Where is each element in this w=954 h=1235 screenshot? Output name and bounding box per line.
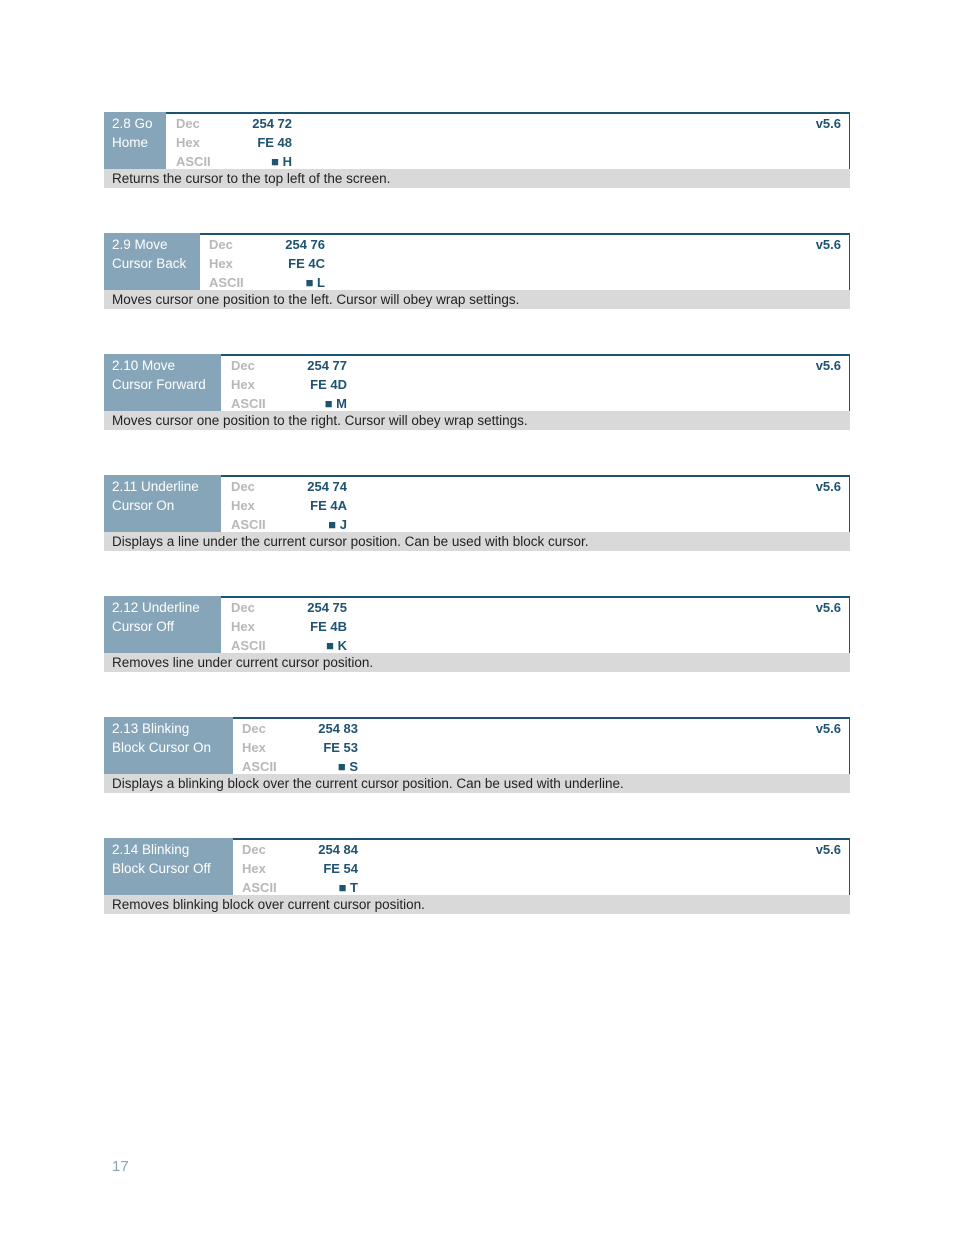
version-label: v5.6 xyxy=(815,721,841,736)
version-label: v5.6 xyxy=(815,116,841,131)
command-block-move-cursor-back xyxy=(104,233,850,309)
ascii-value: ■ K xyxy=(326,638,347,653)
command-block-move-cursor-forward xyxy=(104,354,850,430)
hex-label: Hex xyxy=(242,740,266,755)
command-name-line2: Cursor Forward xyxy=(112,377,206,392)
command-block-underline-cursor-off xyxy=(104,596,850,672)
command-description: Displays a line under the current cursor position. Can be used with block cursor. xyxy=(104,532,850,551)
code-values xyxy=(271,235,325,292)
dec-value: 254 84 xyxy=(318,842,358,857)
ascii-label: ASCII xyxy=(231,638,266,653)
command-name-cell xyxy=(104,838,233,895)
hex-value: FE 54 xyxy=(323,861,358,876)
code-values xyxy=(238,114,292,171)
command-header xyxy=(104,233,850,290)
ascii-value: ■ J xyxy=(328,517,347,532)
dec-label: Dec xyxy=(242,842,266,857)
code-labels xyxy=(176,114,211,171)
command-description: Displays a blinking block over the current cursor position. Can be used with underline. xyxy=(104,774,850,793)
ascii-label: ASCII xyxy=(242,880,277,895)
command-name-cell xyxy=(104,475,221,532)
ascii-label: ASCII xyxy=(176,154,211,169)
hex-label: Hex xyxy=(231,498,255,513)
command-name-line1: 2.14 Blinking xyxy=(112,842,190,857)
command-name-line1: 2.12 Underline xyxy=(112,600,200,615)
code-values xyxy=(304,840,358,897)
dec-value: 254 74 xyxy=(307,479,347,494)
dec-value: 254 83 xyxy=(318,721,358,736)
command-name-cell xyxy=(104,112,166,169)
command-block-blinking-block-cursor-off xyxy=(104,838,850,914)
command-name-line2: Home xyxy=(112,135,149,150)
code-labels xyxy=(231,598,266,655)
hex-label: Hex xyxy=(231,619,255,634)
dec-label: Dec xyxy=(242,721,266,736)
code-labels xyxy=(231,477,266,534)
command-name-line2: Block Cursor On xyxy=(112,740,212,755)
command-name-line2: Cursor On xyxy=(112,498,175,513)
command-name-cell xyxy=(104,354,221,411)
command-block-underline-cursor-on xyxy=(104,475,850,551)
hex-value: FE 4A xyxy=(310,498,347,513)
version-label: v5.6 xyxy=(815,842,841,857)
hex-label: Hex xyxy=(231,377,255,392)
command-description: Moves cursor one position to the right. Cursor will obey wrap settings. xyxy=(104,411,850,430)
hex-value: FE 4C xyxy=(288,256,325,271)
command-name-line1: 2.10 Move xyxy=(112,358,176,373)
command-description: Returns the cursor to the top left of the screen. xyxy=(104,169,850,188)
version-label: v5.6 xyxy=(815,358,841,373)
ascii-value: ■ S xyxy=(337,759,358,774)
command-name-line2: Cursor Off xyxy=(112,619,175,634)
command-description: Moves cursor one position to the left. Cursor will obey wrap settings. xyxy=(104,290,850,309)
version-label: v5.6 xyxy=(815,237,841,252)
dec-label: Dec xyxy=(231,358,255,373)
ascii-value: ■ H xyxy=(271,154,292,169)
hex-label: Hex xyxy=(176,135,200,150)
command-name-line2: Cursor Back xyxy=(112,256,187,271)
hex-value: FE 4D xyxy=(310,377,347,392)
ascii-value: ■ L xyxy=(305,275,325,290)
dec-value: 254 77 xyxy=(307,358,347,373)
code-labels xyxy=(242,840,277,897)
dec-label: Dec xyxy=(231,479,255,494)
ascii-value: ■ M xyxy=(324,396,347,411)
code-values xyxy=(293,356,347,413)
version-label: v5.6 xyxy=(815,600,841,615)
command-name-line1: 2.13 Blinking xyxy=(112,721,190,736)
command-header xyxy=(104,354,850,411)
hex-value: FE 48 xyxy=(257,135,292,150)
code-values xyxy=(304,719,358,776)
dec-label: Dec xyxy=(176,116,200,131)
dec-value: 254 75 xyxy=(307,600,347,615)
command-name-line1: 2.8 Go xyxy=(112,116,153,131)
command-name-cell xyxy=(104,596,221,653)
code-labels xyxy=(231,356,266,413)
code-values xyxy=(293,477,347,534)
command-name-line1: 2.9 Move xyxy=(112,237,168,252)
ascii-value: ■ T xyxy=(338,880,358,895)
hex-label: Hex xyxy=(209,256,233,271)
command-header xyxy=(104,112,850,169)
command-name-cell xyxy=(104,233,200,290)
code-values xyxy=(293,598,347,655)
command-block-blinking-block-cursor-on xyxy=(104,717,850,793)
dec-value: 254 72 xyxy=(252,116,292,131)
code-labels xyxy=(209,235,244,292)
dec-label: Dec xyxy=(231,600,255,615)
dec-value: 254 76 xyxy=(285,237,325,252)
hex-value: FE 53 xyxy=(323,740,358,755)
command-header xyxy=(104,838,850,895)
command-block-go-home xyxy=(104,112,850,188)
command-description: Removes line under current cursor position. xyxy=(104,653,850,672)
ascii-label: ASCII xyxy=(231,517,266,532)
command-description: Removes blinking block over current cursor position. xyxy=(104,895,850,914)
command-header xyxy=(104,717,850,774)
ascii-label: ASCII xyxy=(231,396,266,411)
code-labels xyxy=(242,719,277,776)
command-name-cell xyxy=(104,717,233,774)
command-header xyxy=(104,475,850,532)
command-name-line1: 2.11 Underline xyxy=(112,479,199,494)
command-header xyxy=(104,596,850,653)
ascii-label: ASCII xyxy=(242,759,277,774)
hex-value: FE 4B xyxy=(310,619,347,634)
version-label: v5.6 xyxy=(815,479,841,494)
ascii-label: ASCII xyxy=(209,275,244,290)
hex-label: Hex xyxy=(242,861,266,876)
dec-label: Dec xyxy=(209,237,233,252)
command-name-line2: Block Cursor Off xyxy=(112,861,211,876)
page-number: 17 xyxy=(112,1158,129,1175)
